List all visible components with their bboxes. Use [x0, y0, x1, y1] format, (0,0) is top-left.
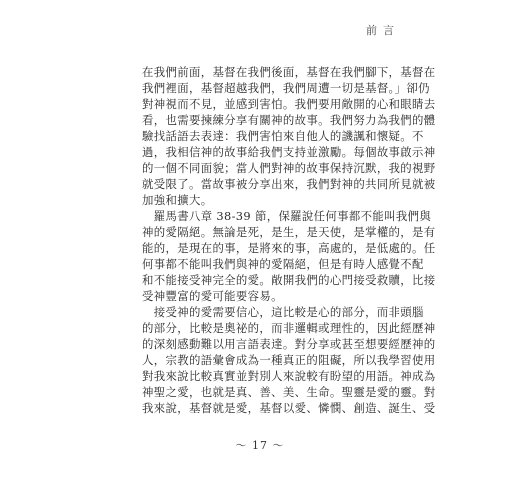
text-line: 何事都不能叫我們與神的愛隔絕，但是有時人感覺不配 — [142, 257, 424, 271]
text-line: 能的，是現在的事，是將來的事，高處的，是低處的。任 — [142, 241, 436, 255]
text-line: 的部分，比較是奧祕的，而非邏輯或理性的，因此經歷神 — [142, 321, 436, 335]
text-line: 和不能接受神完全的愛。敞開我們的心門接受救贖，比接 — [142, 273, 436, 287]
text-line: 神的愛隔絕。無論是死，是生，是天使，是掌權的，是有 — [142, 225, 436, 239]
text-line: 受神豐富的愛可能要容易。 — [142, 289, 283, 303]
text-line: 的一個不同面貌；當人們對神的故事保持沉默，我的視野 — [142, 161, 436, 175]
page-number: ～ 17 ～ — [235, 439, 285, 452]
text-line: 我來說，基督就是愛，基督以愛、憐憫、創造、誕生、受 — [142, 401, 436, 415]
text-line: 過，我相信神的故事給我們支持並激勵。每個故事啟示神 — [142, 145, 436, 159]
text-line: 我們裡面，基督超越我們，我們周遭一切是基督。」卻仍 — [142, 81, 430, 95]
running-header-title: 前言 — [366, 24, 400, 37]
text-line: 加強和擴大。 — [142, 193, 213, 207]
text-line: 接受神的愛需要信心，這比較是心的部分，而非頭腦 — [142, 305, 424, 319]
text-line: 神聖之愛，也就是真、善、美、生命。聖靈是愛的靈。對 — [142, 385, 436, 399]
text-line: 人，宗教的語彙會成為一種真正的阻礙，所以我學習使用 — [142, 353, 436, 367]
text-line: 驗找話語去表達：我們害怕來自他人的譏諷和懷疑。不 — [142, 129, 424, 143]
text-line: 看，也需要揀練分享有關神的故事。我們努力為我們的體 — [142, 113, 436, 127]
text-line: 就受限了。當故事被分享出來，我們對神的共同所見就被 — [142, 177, 436, 191]
text-line: 在我們前面，基督在我們後面，基督在我們腳下，基督在 — [142, 65, 436, 79]
text-line: 的深刻感動難以用言語表達。對分享或甚至想要經歷神的 — [142, 337, 436, 351]
body-text — [142, 64, 436, 416]
text-line: 羅馬書八章 38-39 節，保羅說任何事都不能叫我們與 — [142, 209, 432, 223]
text-line: 對我來說比較真實並對別人來說較有盼望的用語。神成為 — [142, 369, 436, 383]
text-line: 對神視而不見，並感到害怕。我們要用敞開的心和眼睛去 — [142, 97, 436, 111]
